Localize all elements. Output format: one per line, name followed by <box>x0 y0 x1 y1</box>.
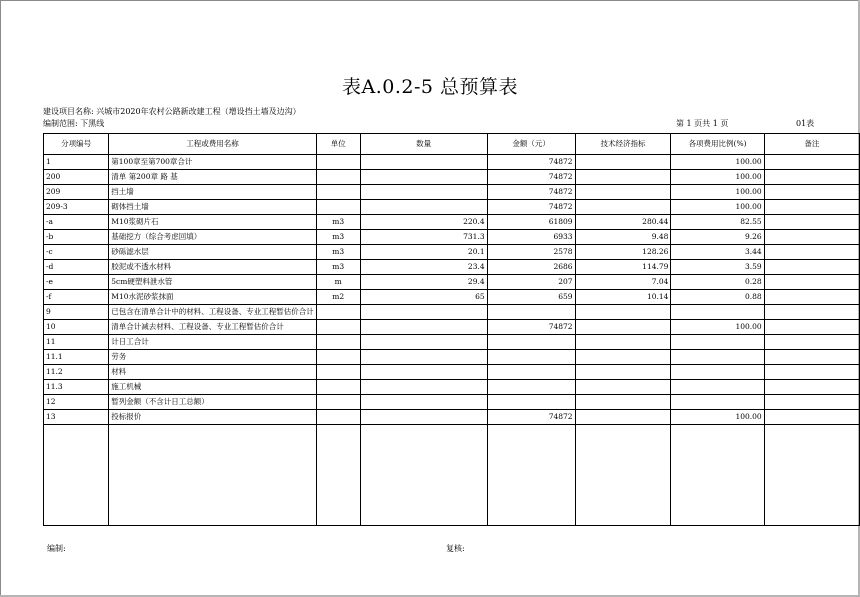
cell-code: 209 <box>44 185 109 200</box>
cell-unit: m3 <box>316 260 360 275</box>
cell-ratio: 0.28 <box>671 275 764 290</box>
cell-note <box>764 185 859 200</box>
cell-index: 7.04 <box>575 275 671 290</box>
cell-note <box>764 200 859 215</box>
cell-unit <box>316 170 360 185</box>
scope-label: 编制范围: <box>43 119 78 128</box>
cell-ratio: 100.00 <box>671 155 764 170</box>
table-row <box>44 335 860 350</box>
blank-filler-row <box>44 425 860 526</box>
cell-amount: 2578 <box>487 245 575 260</box>
cell-qty <box>360 200 487 215</box>
cell-index <box>575 410 671 425</box>
cell-unit <box>316 200 360 215</box>
table-row <box>44 395 860 410</box>
cell-name: 清单 第200章 路 基 <box>109 170 317 185</box>
cell-amount: 61809 <box>487 215 575 230</box>
cell-index: 10.14 <box>575 290 671 305</box>
blank-cell <box>487 425 575 526</box>
cell-code: 11 <box>44 335 109 350</box>
table-row <box>44 275 860 290</box>
cell-amount: 74872 <box>487 170 575 185</box>
table-body <box>44 155 860 526</box>
cell-qty: 29.4 <box>360 275 487 290</box>
header-code: 分项编号 <box>44 134 109 155</box>
cell-amount <box>487 305 575 320</box>
cell-name: M10水泥砂浆抹面 <box>109 290 317 305</box>
cell-amount: 74872 <box>487 155 575 170</box>
cell-code: -e <box>44 275 109 290</box>
cell-index <box>575 335 671 350</box>
cell-qty: 65 <box>360 290 487 305</box>
cell-note <box>764 230 859 245</box>
cell-note <box>764 170 859 185</box>
cell-index <box>575 200 671 215</box>
cell-code: -f <box>44 290 109 305</box>
cell-amount: 74872 <box>487 185 575 200</box>
cell-qty: 20.1 <box>360 245 487 260</box>
report-title: 表A.0.2-5 总预算表 <box>341 76 519 98</box>
cell-ratio: 100.00 <box>671 410 764 425</box>
cell-code: 1 <box>44 155 109 170</box>
cell-name: 砂砾滤水层 <box>109 245 317 260</box>
cell-code: 11.2 <box>44 365 109 380</box>
cell-name: 施工机械 <box>109 380 317 395</box>
cell-ratio <box>671 350 764 365</box>
cell-name: 基础挖方（综合考虑回填） <box>109 230 317 245</box>
cell-amount <box>487 335 575 350</box>
cell-index <box>575 185 671 200</box>
cell-code: 200 <box>44 170 109 185</box>
blank-cell <box>764 425 859 526</box>
header-unit: 单位 <box>316 134 360 155</box>
cell-code: 13 <box>44 410 109 425</box>
cell-amount: 659 <box>487 290 575 305</box>
table-row <box>44 185 860 200</box>
table-header-row <box>44 134 860 155</box>
cell-amount <box>487 350 575 365</box>
cell-ratio: 3.59 <box>671 260 764 275</box>
scope-line <box>43 118 104 129</box>
cell-unit <box>316 305 360 320</box>
cell-qty <box>360 380 487 395</box>
cell-code: -c <box>44 245 109 260</box>
cell-index <box>575 365 671 380</box>
cell-unit: m <box>316 275 360 290</box>
cell-unit <box>316 155 360 170</box>
cell-note <box>764 395 859 410</box>
form-number: 01表 <box>796 119 815 128</box>
cell-unit <box>316 335 360 350</box>
cell-ratio: 100.00 <box>671 200 764 215</box>
cell-amount: 2686 <box>487 260 575 275</box>
table-row <box>44 380 860 395</box>
cell-index <box>575 380 671 395</box>
table-row <box>44 320 860 335</box>
cell-qty: 731.3 <box>360 230 487 245</box>
cell-qty <box>360 395 487 410</box>
cell-ratio <box>671 380 764 395</box>
cell-qty: 23.4 <box>360 260 487 275</box>
cell-qty <box>360 185 487 200</box>
cell-name: 挡土墙 <box>109 185 317 200</box>
cell-note <box>764 410 859 425</box>
cell-index <box>575 155 671 170</box>
budget-table <box>43 133 860 526</box>
cell-index: 280.44 <box>575 215 671 230</box>
cell-code: -a <box>44 215 109 230</box>
cell-index: 114.79 <box>575 260 671 275</box>
cell-ratio: 9.26 <box>671 230 764 245</box>
cell-amount: 74872 <box>487 410 575 425</box>
table-row <box>44 170 860 185</box>
cell-qty <box>360 335 487 350</box>
cell-ratio: 3.44 <box>671 245 764 260</box>
blank-cell <box>360 425 487 526</box>
table-row <box>44 305 860 320</box>
blank-cell <box>575 425 671 526</box>
cell-qty <box>360 365 487 380</box>
cell-name: 5cm硬塑料泄水管 <box>109 275 317 290</box>
cell-index: 128.26 <box>575 245 671 260</box>
cell-code: 10 <box>44 320 109 335</box>
cell-note <box>764 275 859 290</box>
cell-name: M10浆砌片石 <box>109 215 317 230</box>
header-note: 备注 <box>764 134 859 155</box>
cell-ratio <box>671 305 764 320</box>
cell-unit: m3 <box>316 230 360 245</box>
cell-ratio <box>671 365 764 380</box>
cell-unit: m2 <box>316 290 360 305</box>
header-amount: 金额（元） <box>487 134 575 155</box>
cell-note <box>764 365 859 380</box>
table-row <box>44 260 860 275</box>
cell-name: 第100章至第700章合计 <box>109 155 317 170</box>
cell-name: 计日工合计 <box>109 335 317 350</box>
cell-note <box>764 335 859 350</box>
cell-name: 投标报价 <box>109 410 317 425</box>
cell-amount: 74872 <box>487 200 575 215</box>
table-row <box>44 290 860 305</box>
cell-unit: m3 <box>316 245 360 260</box>
cell-unit <box>316 185 360 200</box>
cell-qty <box>360 155 487 170</box>
cell-name: 砌体挡土墙 <box>109 200 317 215</box>
cell-unit: m3 <box>316 215 360 230</box>
cell-code: -b <box>44 230 109 245</box>
cell-note <box>764 245 859 260</box>
cell-note <box>764 380 859 395</box>
cell-name: 劳务 <box>109 350 317 365</box>
table-row <box>44 215 860 230</box>
cell-note <box>764 155 859 170</box>
cell-index <box>575 305 671 320</box>
blank-cell <box>671 425 764 526</box>
cell-unit <box>316 350 360 365</box>
cell-index <box>575 170 671 185</box>
cell-code: 11.3 <box>44 380 109 395</box>
cell-name: 胶泥或不透水材料 <box>109 260 317 275</box>
cell-ratio: 100.00 <box>671 320 764 335</box>
table-row <box>44 350 860 365</box>
cell-ratio: 100.00 <box>671 170 764 185</box>
table-row <box>44 245 860 260</box>
blank-cell <box>109 425 317 526</box>
cell-name: 清单合计减去材料、工程设备、专业工程暂估价合计 <box>109 320 317 335</box>
cell-note <box>764 320 859 335</box>
cell-unit <box>316 365 360 380</box>
cell-note <box>764 215 859 230</box>
cell-note <box>764 290 859 305</box>
cell-qty <box>360 305 487 320</box>
cell-code: 11.1 <box>44 350 109 365</box>
blank-cell <box>44 425 109 526</box>
cell-code: -d <box>44 260 109 275</box>
header-quantity: 数量 <box>360 134 487 155</box>
cell-code: 209-3 <box>44 200 109 215</box>
cell-qty: 220.4 <box>360 215 487 230</box>
cell-qty <box>360 170 487 185</box>
blank-cell <box>316 425 360 526</box>
cell-code: 9 <box>44 305 109 320</box>
project-line <box>43 106 301 117</box>
cell-ratio: 100.00 <box>671 185 764 200</box>
cell-note <box>764 260 859 275</box>
cell-index <box>575 350 671 365</box>
cell-amount <box>487 380 575 395</box>
table-row <box>44 365 860 380</box>
cell-unit <box>316 320 360 335</box>
table-row <box>44 155 860 170</box>
cell-name: 材料 <box>109 365 317 380</box>
page-info: 第 1 页共 1 页 <box>676 119 729 128</box>
cell-note <box>764 350 859 365</box>
cell-unit <box>316 380 360 395</box>
project-name: 兴城市2020年农村公路新改建工程（增设挡土墙及边沟） <box>96 107 301 116</box>
cell-qty <box>360 350 487 365</box>
project-label: 建设项目名称: <box>43 107 94 116</box>
cell-unit <box>316 410 360 425</box>
cell-name: 已包含在清单合计中的材料、工程设备、专业工程暂估价合计 <box>109 305 317 320</box>
table-row <box>44 410 860 425</box>
cell-note <box>764 305 859 320</box>
header-index: 技术经济指标 <box>575 134 671 155</box>
cell-amount: 6933 <box>487 230 575 245</box>
cell-qty <box>360 320 487 335</box>
cell-unit <box>316 395 360 410</box>
reviewed-by-label: 复核: <box>446 544 465 553</box>
table-row <box>44 200 860 215</box>
cell-amount <box>487 365 575 380</box>
cell-amount: 74872 <box>487 320 575 335</box>
cell-amount <box>487 395 575 410</box>
cell-qty <box>360 410 487 425</box>
cell-index <box>575 395 671 410</box>
header-name: 工程或费用名称 <box>109 134 317 155</box>
cell-ratio: 0.88 <box>671 290 764 305</box>
cell-name: 暂列金额（不含计日工总额） <box>109 395 317 410</box>
cell-ratio <box>671 335 764 350</box>
cell-index: 9.48 <box>575 230 671 245</box>
header-ratio: 各项费用比例(%) <box>671 134 764 155</box>
cell-code: 12 <box>44 395 109 410</box>
cell-amount: 207 <box>487 275 575 290</box>
table-row <box>44 230 860 245</box>
scope-value: 下黑线 <box>80 119 105 128</box>
cell-ratio: 82.55 <box>671 215 764 230</box>
prepared-by-label: 编制: <box>47 544 66 553</box>
cell-ratio <box>671 395 764 410</box>
cell-index <box>575 320 671 335</box>
